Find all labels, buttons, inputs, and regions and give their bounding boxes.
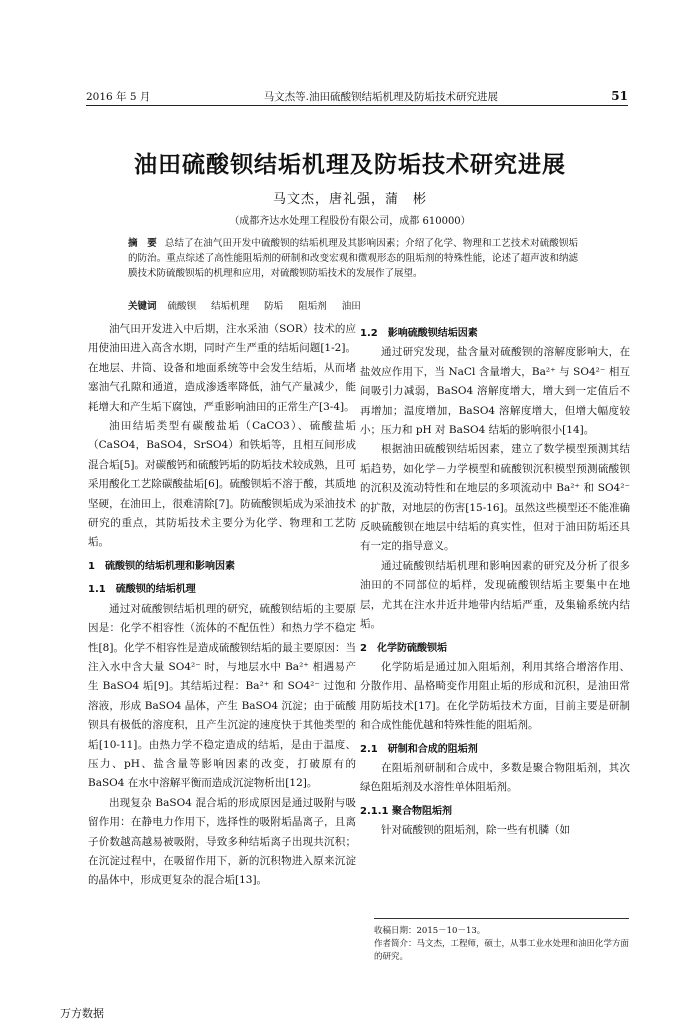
body-paragraph: 通过硫酸钡结垢机理和影响因素的研究及分析了很多油田的不同部位的垢样，发现硫酸钡结垢主要集中在地层，尤其在注水井近井地带内结垢严重，及集输系统内结垢。 xyxy=(360,559,630,631)
author-bio: 作者简介：马文杰，工程师，硕士，从事工业水处理和油田化学方面的研究。 xyxy=(374,939,630,962)
received-date: 收稿日期：2015－10－13。 xyxy=(374,926,486,936)
body-paragraph: 出现复杂 BaSO4 混合垢的形成原因是通过吸附与吸留作用：在静电力作用下，选择性的吸附垢晶离子，且离子价数越高越易被吸附，导致多种结垢离子出现共沉积；在沉淀过程中，在吸留作用下，新的沉积物进入原来沉淀的晶体中，形成更复杂的混合垢[13]。 xyxy=(88,796,356,887)
keyword: 硫酸钡 xyxy=(167,301,197,312)
left-column xyxy=(88,320,356,891)
keyword: 防垢 xyxy=(264,301,284,312)
subsection-heading: 2.1 研制和合成的阻垢剂 xyxy=(360,743,478,755)
keyword: 结垢机理 xyxy=(211,301,250,312)
abstract xyxy=(128,236,578,281)
running-title: 马文杰等.油田硫酸钡结垢机理及防垢技术研究进展 xyxy=(263,90,499,103)
section-heading: 2 化学防硫酸钡垢 xyxy=(360,642,447,654)
body-paragraph: 化学防垢是通过加入阻垢剂，利用其络合增溶作用、分散作用、晶格畸变作用阻止垢的形成和沉积，是油田常用防垢技术[17]。在化学防垢技术方面，目前主要是研制和合成性能优越和特殊性能的阻垢剂。 xyxy=(360,660,630,732)
body-paragraph: 在阻垢剂研制和合成中，多数是聚合物阻垢剂，其次绿色阻垢剂及水溶性单体阻垢剂。 xyxy=(360,761,630,794)
keyword: 阻垢剂 xyxy=(298,301,327,312)
body-paragraph: 油田结垢类型有碳酸盐垢（CaCO3）、硫酸盐垢（CaSO4，BaSO4，SrSO4）和铁垢等，且相互间形成混合垢[5]。对碳酸钙和硫酸钙垢的防垢技术较成熟，且可采用酸化工艺除碳酸盐垢[6]。硫酸钡垢不溶于酸，其质地坚硬，在油田上，很难清除[7]。防硫酸钡垢成为采油技术研究的重点，其防垢技术主要分为化学、物理和工艺防垢。 xyxy=(88,420,356,549)
author-list: 马文杰，唐礼强，蒲 彬 xyxy=(272,192,427,207)
keywords-label: 关键词 xyxy=(128,301,157,312)
subsection-heading: 1.2 影响硫酸钡结垢因素 xyxy=(360,328,478,339)
body-paragraph: 通过对硫酸钡结垢机理的研究，硫酸钡结垢的主要原因是：化学不相容性（流体的不配伍性）和热力学不稳定性[8]。化学不相容性是造成硫酸钡结垢的最主要原因：当注入水中含大量 SO4²⁻ 时，与地层水中 Ba²⁺ 相遇易产生 BaSO4 垢[9]。其结垢过程：Ba²⁺ 和 SO4²⁻ 过饱和溶液，形成 BaSO4 晶体，产生 BaSO4 沉淀；由于硫酸钡具有极低的溶度积，且产生沉淀的速度快于其他类型的垢[10-11]。由热力学不稳定造成的结垢，是由于温度、压力、pH、盐含量等影响因素的改变，打破原有的 BaSO4 在水中溶解平衡而造成沉淀物析出[12]。 xyxy=(88,602,356,790)
section-heading: 1 硫酸钡的结垢机理和影响因素 xyxy=(88,560,235,572)
body-paragraph: 针对硫酸钡的阻垢剂，除一些有机膦（如 xyxy=(381,824,570,837)
issue-date: 2016 年 5 月 xyxy=(86,90,151,103)
abstract-label: 摘 要 xyxy=(128,238,157,249)
keywords xyxy=(128,299,578,314)
right-column xyxy=(360,320,630,841)
subsubsection-heading: 2.1.1 聚合物阻垢剂 xyxy=(360,805,452,817)
affiliation: （成都齐达水处理工程股份有限公司，成都 610000） xyxy=(229,216,471,227)
watermark: 万方数据 xyxy=(60,1007,104,1020)
body-paragraph: 根据油田硫酸钡结垢因素，建立了数学模型预测其结垢趋势，如化学－力学模型和硫酸钡沉积模型预测硫酸钡的沉积及流动特性和在地层的多项流动中 Ba²⁺ 和 SO4²⁻ 的扩散，对地层的伤害[15-16]。虽然这些模型还不能准确反映硫酸钡在地层中结垢的真实性，但对于油田防垢还具有一定的指导意义。 xyxy=(360,443,630,553)
body-paragraph: 通过研究发现，盐含量对硫酸钡的溶解度影响大，在盐效应作用下，当 NaCl 含量增大，Ba²⁺ 与 SO4²⁻ 相互间吸引力减弱，BaSO4 溶解度增大，增大到一定值后不再增加；温度增加，BaSO4 溶解度增大，但增大幅度较小；压力和 pH 对 BaSO4 结垢的影响很小[14]。 xyxy=(360,346,630,437)
page-number: 51 xyxy=(611,89,628,103)
subsection-heading: 1.1 硫酸钡的结垢机理 xyxy=(88,584,196,596)
running-header xyxy=(86,87,628,106)
abstract-text: 总结了在油气田开发中硫酸钡的结垢机理及其影响因素；介绍了化学、物理和工艺技术对硫酸钡垢的防治。重点综述了高性能阻垢剂的研制和改变宏观和微观形态的阻垢剂的特殊性能，论述了超声波和纳滤膜技术防硫酸钡垢的机理和应用，对硫酸钡防垢技术的发展作了展望。 xyxy=(128,238,578,279)
keyword: 油田 xyxy=(341,301,361,312)
article-title: 油田硫酸钡结垢机理及防垢技术研究进展 xyxy=(134,152,566,178)
footnote xyxy=(374,918,629,964)
body-paragraph: 油气田开发进入中后期，注水采油（SOR）技术的应用使油田进入高含水期，同时产生严重的结垢问题[1-2]。在地层、井筒、设备和地面系统等中会发生结垢，从而堵塞油气孔隙和通道，造成渗透率降低，油气产量减少，能耗增大和产生垢下腐蚀，严重影响油田的正常生产[3-4]。 xyxy=(88,323,356,413)
